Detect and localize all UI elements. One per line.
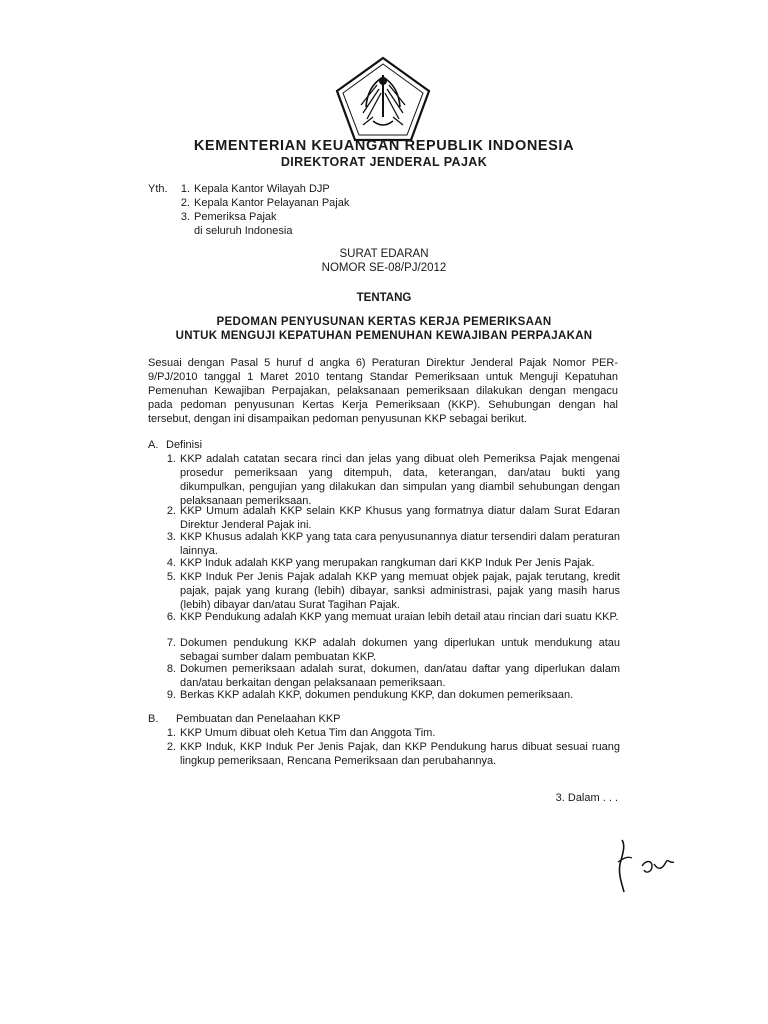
list-number: 5. [166, 571, 176, 583]
list-item: KKP adalah catatan secara rinci dan jelas yang dibuat oleh Pemeriksa Pajak mengenai prosedur pemeriksaan yang ditempuh, data, keterangan, dan/atau bukti yang dikumpulkan, pengujian yang dilakukan dan simpulan yang diambil sehubungan dengan pelaksanaan pemeriksaan. [180, 453, 620, 507]
list-item: KKP Induk adalah KKP yang merupakan rangkuman dari KKP Induk Per Jenis Pajak. [180, 557, 595, 569]
handwritten-initials-icon [612, 836, 682, 896]
list-item: KKP Induk Per Jenis Pajak adalah KKP yang memuat objek pajak, pajak terutang, kredit pajak, pajak yang kurang (lebih) dibayar, sanksi administrasi, pajak yang masih harus (lebih) dibayar dan/atau Surat Tagihan Pajak. [180, 571, 620, 611]
circular-number: NOMOR SE-08/PJ/2012 [321, 262, 447, 274]
ministry-heading: KEMENTERIAN KEUANGAN REPUBLIK INDONESIA [193, 138, 575, 154]
list-number: 9. [166, 689, 176, 701]
list-number: 1. [166, 453, 176, 465]
section-a-letter: A. [148, 439, 159, 451]
addressee-text: Pemeriksa Pajak [194, 211, 277, 223]
addressee-num: 3. [180, 211, 190, 223]
garuda-emblem-icon [333, 55, 433, 143]
addressee-prefix: Yth. [148, 183, 168, 195]
section-b-letter: B. [148, 713, 159, 725]
subject-line-2: UNTUK MENGUJI KEPATUHAN PEMENUHAN KEWAJIBAN PERPAJAKAN [175, 330, 593, 342]
addressee-suffix: di seluruh Indonesia [194, 225, 293, 237]
addressee-text: Kepala Kantor Wilayah DJP [194, 183, 330, 195]
list-number: 2. [166, 741, 176, 753]
intro-paragraph: Sesuai dengan Pasal 5 huruf d angka 6) Peraturan Direktur Jenderal Pajak Nomor PER-9/PJ/2010 tanggal 1 Maret 2010 tentang Standar Pemeriksaan untuk Menguji Kepatuhan Pemenuhan Kewajiban Perpajakan, pelaksanaan pemeriksaan dilakukan dengan mengacu pada pedoman penyusunan Kertas Kerja Pemeriksaan (KKP). Sehubungan dengan hal tersebut, dengan ini disampaikan pedoman penyusunan KKP sebagai berikut. [148, 357, 618, 425]
list-item: Dokumen pemeriksaan adalah surat, dokumen, dan/atau daftar yang diperlukan dalam dan/atau berkaitan dengan pelaksanaan pemeriksaan. [180, 663, 620, 689]
list-item: KKP Khusus adalah KKP yang tata cara penyusunannya diatur tersendiri dalam peraturan lainnya. [180, 531, 620, 557]
addressee-num: 1. [180, 183, 190, 195]
tentang-heading: TENTANG [356, 292, 412, 304]
list-number: 1. [166, 727, 176, 739]
addressee-text: Kepala Kantor Pelayanan Pajak [194, 197, 350, 209]
addressee-num: 2. [180, 197, 190, 209]
continuation-marker: 3. Dalam . . . [555, 792, 618, 804]
list-number: 7. [166, 637, 176, 649]
circular-title: SURAT EDARAN [339, 248, 429, 260]
list-item: KKP Umum adalah KKP selain KKP Khusus yang formatnya diatur dalam Surat Edaran Direktur Jenderal Pajak ini. [180, 505, 620, 531]
list-item: KKP Umum dibuat oleh Ketua Tim dan Anggota Tim. [180, 727, 436, 739]
subject-line-1: PEDOMAN PENYUSUNAN KERTAS KERJA PEMERIKSAAN [216, 316, 552, 328]
list-item: KKP Induk, KKP Induk Per Jenis Pajak, dan KKP Pendukung harus dibuat sesuai ruang lingkup pemeriksaan, Rencana Pemeriksaan dan perubahannya. [180, 741, 620, 767]
list-item: Dokumen pendukung KKP adalah dokumen yang diperlukan untuk mendukung atau sebagai sumber dalam pembuatan KKP. [180, 637, 620, 663]
list-number: 6. [166, 611, 176, 623]
directorate-heading: DIREKTORAT JENDERAL PAJAK [280, 155, 488, 169]
list-item: Berkas KKP adalah KKP, dokumen pendukung KKP, dan dokumen pemeriksaan. [180, 689, 574, 701]
list-number: 2. [166, 505, 176, 517]
list-item: KKP Pendukung adalah KKP yang memuat uraian lebih detail atau rincian dari suatu KKP. [180, 611, 619, 623]
list-number: 4. [166, 557, 176, 569]
list-number: 3. [166, 531, 176, 543]
section-b-title: Pembuatan dan Penelaahan KKP [176, 713, 341, 725]
section-a-title: Definisi [166, 439, 203, 451]
list-number: 8. [166, 663, 176, 675]
